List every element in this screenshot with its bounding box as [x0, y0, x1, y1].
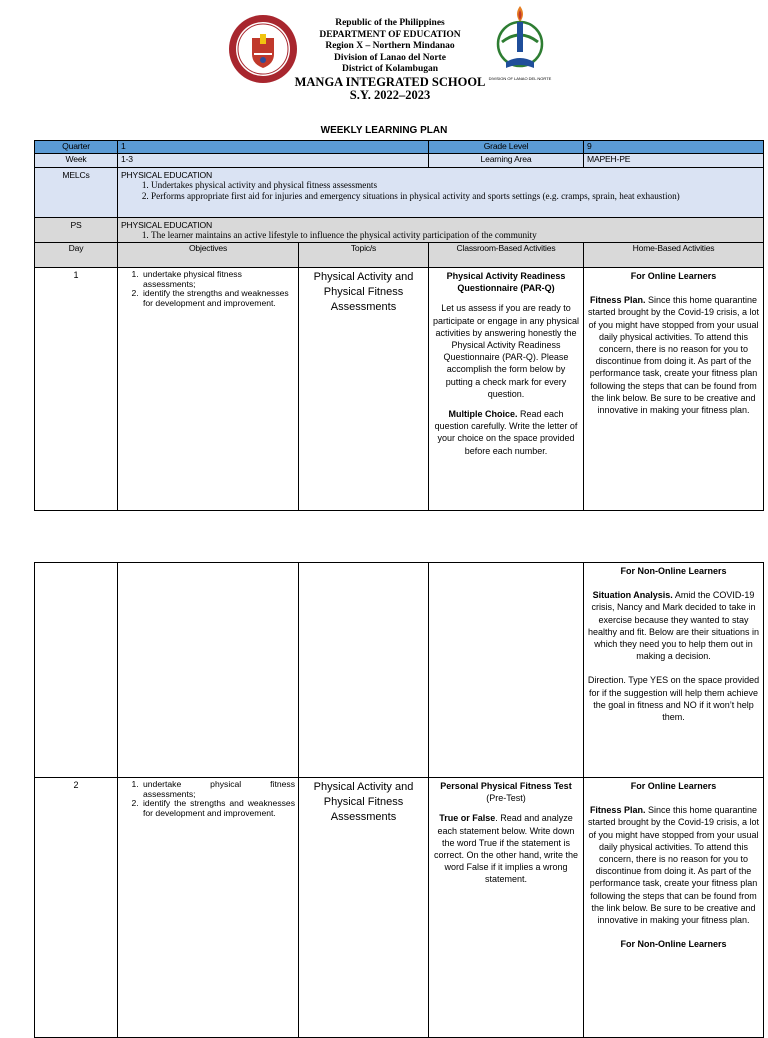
- ps-label: PS: [35, 218, 118, 243]
- ps-content: [118, 218, 764, 243]
- activity-title: Physical Activity Readiness Questionnaire (PAR-Q): [446, 271, 566, 294]
- school-year: S.Y. 2022–2023: [349, 88, 431, 102]
- table-row: [35, 778, 764, 1038]
- activity-instructions: [432, 812, 580, 885]
- home-activity-cell: [584, 778, 764, 1038]
- division-logo-icon: [488, 4, 552, 84]
- district-line: District of Kolambugan: [341, 64, 439, 74]
- activity-title: Personal Physical Fitness Test: [440, 781, 572, 791]
- melcs-list: [121, 180, 760, 202]
- home-direction: Direction. Type YES on the space provided for if the suggestion will help them achieve the goal in fitness and NO if it won’t help them.: [587, 675, 760, 723]
- division-line: Division of Lanao del Norte: [334, 52, 446, 63]
- home-next-title: For Non-Online Learners: [620, 939, 727, 950]
- objectives-cell: [118, 778, 299, 1038]
- document-header: [0, 0, 768, 120]
- column-header-row: [35, 243, 764, 268]
- home-title: For Online Learners: [630, 271, 717, 281]
- activity-body: Let us assess if you are ready to participate or engage in any physical activities by answering honestly the Physical Activity Readiness Questionnaire (PAR-Q). Please accomplish the form below by putting a check mark for every question.: [432, 303, 580, 399]
- melcs-label: MELCs: [35, 168, 118, 218]
- objective-item: 2. identify the strengths and weaknesses for development and improvement.: [141, 289, 295, 308]
- objective-item: 1. undertake physical fitness assessments;: [141, 780, 295, 799]
- region-line: Region X – Northern Mindanao: [325, 41, 455, 51]
- school-name: MANGA INTEGRATED SCHOOL: [294, 74, 486, 89]
- area-value: MAPEH-PE: [584, 154, 764, 168]
- topic-cell: Physical Activity and Physical Fitness Assessments: [299, 268, 429, 511]
- activity-subtitle: (Pre-Test): [486, 793, 526, 804]
- activity-text: Read each question carefully. Write the letter of your choice on the space provided before each number.: [434, 409, 578, 456]
- quarter-label: Quarter: [35, 141, 118, 154]
- grade-value: 9: [584, 141, 764, 154]
- classroom-activity-cell: [429, 778, 584, 1038]
- melcs-content: [118, 168, 764, 218]
- grade-label: Grade Level: [429, 141, 584, 154]
- table-row: [35, 268, 764, 511]
- ps-row: [35, 218, 764, 243]
- plan-title: WEEKLY LEARNING PLAN: [320, 125, 448, 136]
- svg-text:DIVISION OF LANAO DEL NORTE: DIVISION OF LANAO DEL NORTE: [488, 76, 552, 81]
- col-topics: Topic/s: [299, 243, 429, 268]
- empty-cell: [299, 563, 429, 778]
- objectives-list: [121, 270, 295, 308]
- home-body: [587, 589, 760, 662]
- home-activity-cell: [584, 268, 764, 511]
- republic-line: Republic of the Philippines: [335, 18, 445, 28]
- col-objectives: Objectives: [118, 243, 299, 268]
- week-value: 1-3: [118, 154, 429, 168]
- learning-plan-table: [34, 140, 764, 511]
- day-cell: 2: [35, 778, 118, 1038]
- topic-cell: Physical Activity and Physical Fitness Assessments: [299, 778, 429, 1038]
- learning-plan-table-continued: [34, 562, 764, 1038]
- day-cell: 1: [35, 268, 118, 511]
- home-text: Amid the COVID-19 crisis, Nancy and Mark decided to take in exercise because they wanted to stay healthy and fit. Below are their situations in which they need you to help them out in making a decision.: [587, 590, 760, 662]
- week-row: [35, 154, 764, 168]
- empty-cell: [118, 563, 299, 778]
- ps-item: 1. The learner maintains an active lifestyle to influence the physical activity participation of the community: [151, 230, 760, 241]
- activity-instructions: [432, 408, 580, 457]
- home-lead: Fitness Plan.: [589, 805, 646, 816]
- empty-cell: [429, 563, 584, 778]
- table-row: [35, 563, 764, 778]
- home-title: For Online Learners: [630, 781, 717, 791]
- activity-lead: True or False: [439, 813, 496, 824]
- objective-item: 1. undertake physical fitness assessments;: [141, 270, 295, 289]
- home-body: [587, 294, 760, 416]
- home-activity-cell: [584, 563, 764, 778]
- quarter-value: 1: [118, 141, 429, 154]
- activity-text: . Read and analyze each statement below. Write down the word True if the statement is correct. On the other hand, write the word False if it implies a wrong statement.: [433, 813, 579, 885]
- home-title: For Non-Online Learners: [620, 566, 727, 576]
- ps-list: [121, 230, 760, 241]
- department-line: DEPARTMENT OF EDUCATION: [319, 29, 461, 40]
- melc-item: 2. Performs appropriate first aid for injuries and emergency situations in physical activity and sports settings (e.g. cramps, sprain, heat exhaustion): [151, 191, 760, 202]
- col-home: Home-Based Activities: [584, 243, 764, 268]
- col-day: Day: [35, 243, 118, 268]
- objectives-cell: [118, 268, 299, 511]
- objectives-list: [121, 780, 295, 818]
- home-lead: Fitness Plan.: [589, 295, 646, 306]
- objective-item: 2. identify the strengths and weaknesses for development and improvement.: [141, 799, 295, 818]
- melc-item: 1. Undertakes physical activity and physical fitness assessments: [151, 180, 760, 191]
- col-classroom: Classroom-Based Activities: [429, 243, 584, 268]
- week-label: Week: [35, 154, 118, 168]
- home-lead: Situation Analysis.: [592, 590, 673, 601]
- ps-heading: PHYSICAL EDUCATION: [121, 220, 212, 230]
- melcs-heading: PHYSICAL EDUCATION: [121, 170, 212, 180]
- classroom-activity-cell: [429, 268, 584, 511]
- melcs-row: [35, 168, 764, 218]
- home-text: Since this home quarantine started brought by the Covid-19 crisis, a lot of you might have stopped from your usual daily physical activities. To attend this concern, there is no reason for you to discontinue from doing it. As part of the performance task, create your fitness plan following the steps that can be found from the link below. Be sure to be creative and innovative in making your fitness plan.: [587, 295, 760, 416]
- home-text: Since this home quarantine started brought by the Covid-19 crisis, a lot of you might have stopped from your usual daily physical activities. To attend this concern, there is no reason for you to discontinue from doing it. As part of the performance task, create your fitness plan following the steps that can be found from the link below. Be sure to be creative and innovative in making your fitness plan.: [587, 805, 760, 926]
- home-body: [587, 804, 760, 926]
- deped-seal-icon: [228, 14, 298, 84]
- empty-cell: [35, 563, 118, 778]
- area-label: Learning Area: [429, 154, 584, 168]
- activity-lead: Multiple Choice.: [448, 409, 518, 420]
- quarter-row: [35, 141, 764, 154]
- header-text: [290, 18, 490, 103]
